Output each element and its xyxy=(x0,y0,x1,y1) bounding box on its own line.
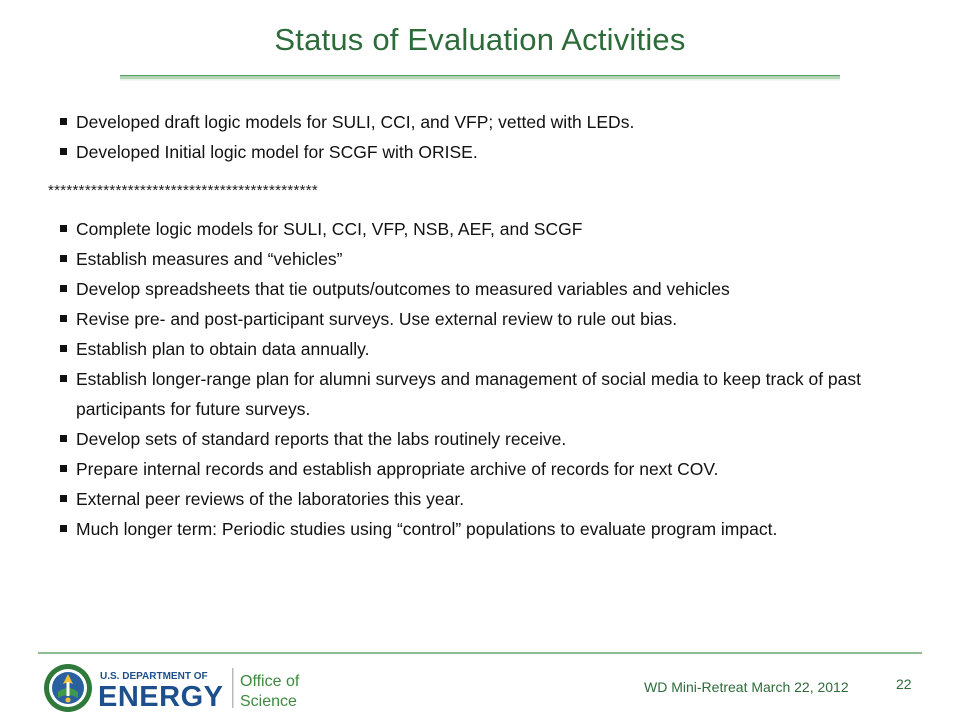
bullet-icon xyxy=(60,495,67,502)
bullet-icon xyxy=(60,465,67,472)
bullet-icon xyxy=(60,315,67,322)
bullet-icon xyxy=(60,285,67,292)
bullet-icon xyxy=(60,225,67,232)
list-item: Establish longer-range plan for alumni surveys and management of social media to keep track of past participants for future surveys. xyxy=(58,364,938,424)
planned-list xyxy=(58,214,938,544)
list-item: Prepare internal records and establish appropriate archive of records for next COV. xyxy=(58,454,938,484)
footer-rule xyxy=(38,652,922,654)
list-item: Developed draft logic models for SULI, CCI, and VFP; vetted with LEDs. xyxy=(58,107,938,137)
bullet-icon xyxy=(60,148,67,155)
list-item: Developed Initial logic model for SCGF with ORISE. xyxy=(58,137,938,167)
bullet-icon xyxy=(60,375,67,382)
title-rule xyxy=(0,75,960,81)
bullet-icon xyxy=(60,345,67,352)
list-item: Establish plan to obtain data annually. xyxy=(58,334,938,364)
page-number: 22 xyxy=(896,676,912,692)
completed-list xyxy=(58,107,938,167)
footer-event: WD Mini-Retreat March 22, 2012 xyxy=(644,679,849,695)
slide-title: Status of Evaluation Activities xyxy=(274,22,686,57)
list-item: Much longer term: Periodic studies using “control” populations to evaluate program impact. xyxy=(58,514,938,544)
bullet-icon xyxy=(60,525,67,532)
list-item: Develop sets of standard reports that the labs routinely receive. xyxy=(58,424,938,454)
list-item: Establish measures and “vehicles” xyxy=(58,244,938,274)
logo-office-line2: Science xyxy=(240,693,297,710)
list-item: Complete logic models for SULI, CCI, VFP, NSB, AEF, and SCGF xyxy=(58,214,938,244)
bullet-icon xyxy=(60,118,67,125)
doe-office-of-science-logo xyxy=(42,662,312,714)
bullet-icon xyxy=(60,435,67,442)
logo-office-line1: Office of xyxy=(240,673,300,690)
list-item: Revise pre- and post-participant surveys. Use external review to rule out bias. xyxy=(58,304,938,334)
logo-dept-line: U.S. DEPARTMENT OF xyxy=(100,671,208,682)
list-item: Develop spreadsheets that tie outputs/outcomes to measured variables and vehicles xyxy=(58,274,938,304)
doe-seal-icon xyxy=(44,664,92,712)
bullet-icon xyxy=(60,255,67,262)
list-item: External peer reviews of the laboratories this year. xyxy=(58,484,938,514)
asterisk-divider: ******************************************** xyxy=(48,182,319,199)
logo-energy: ENERGY xyxy=(98,681,224,713)
